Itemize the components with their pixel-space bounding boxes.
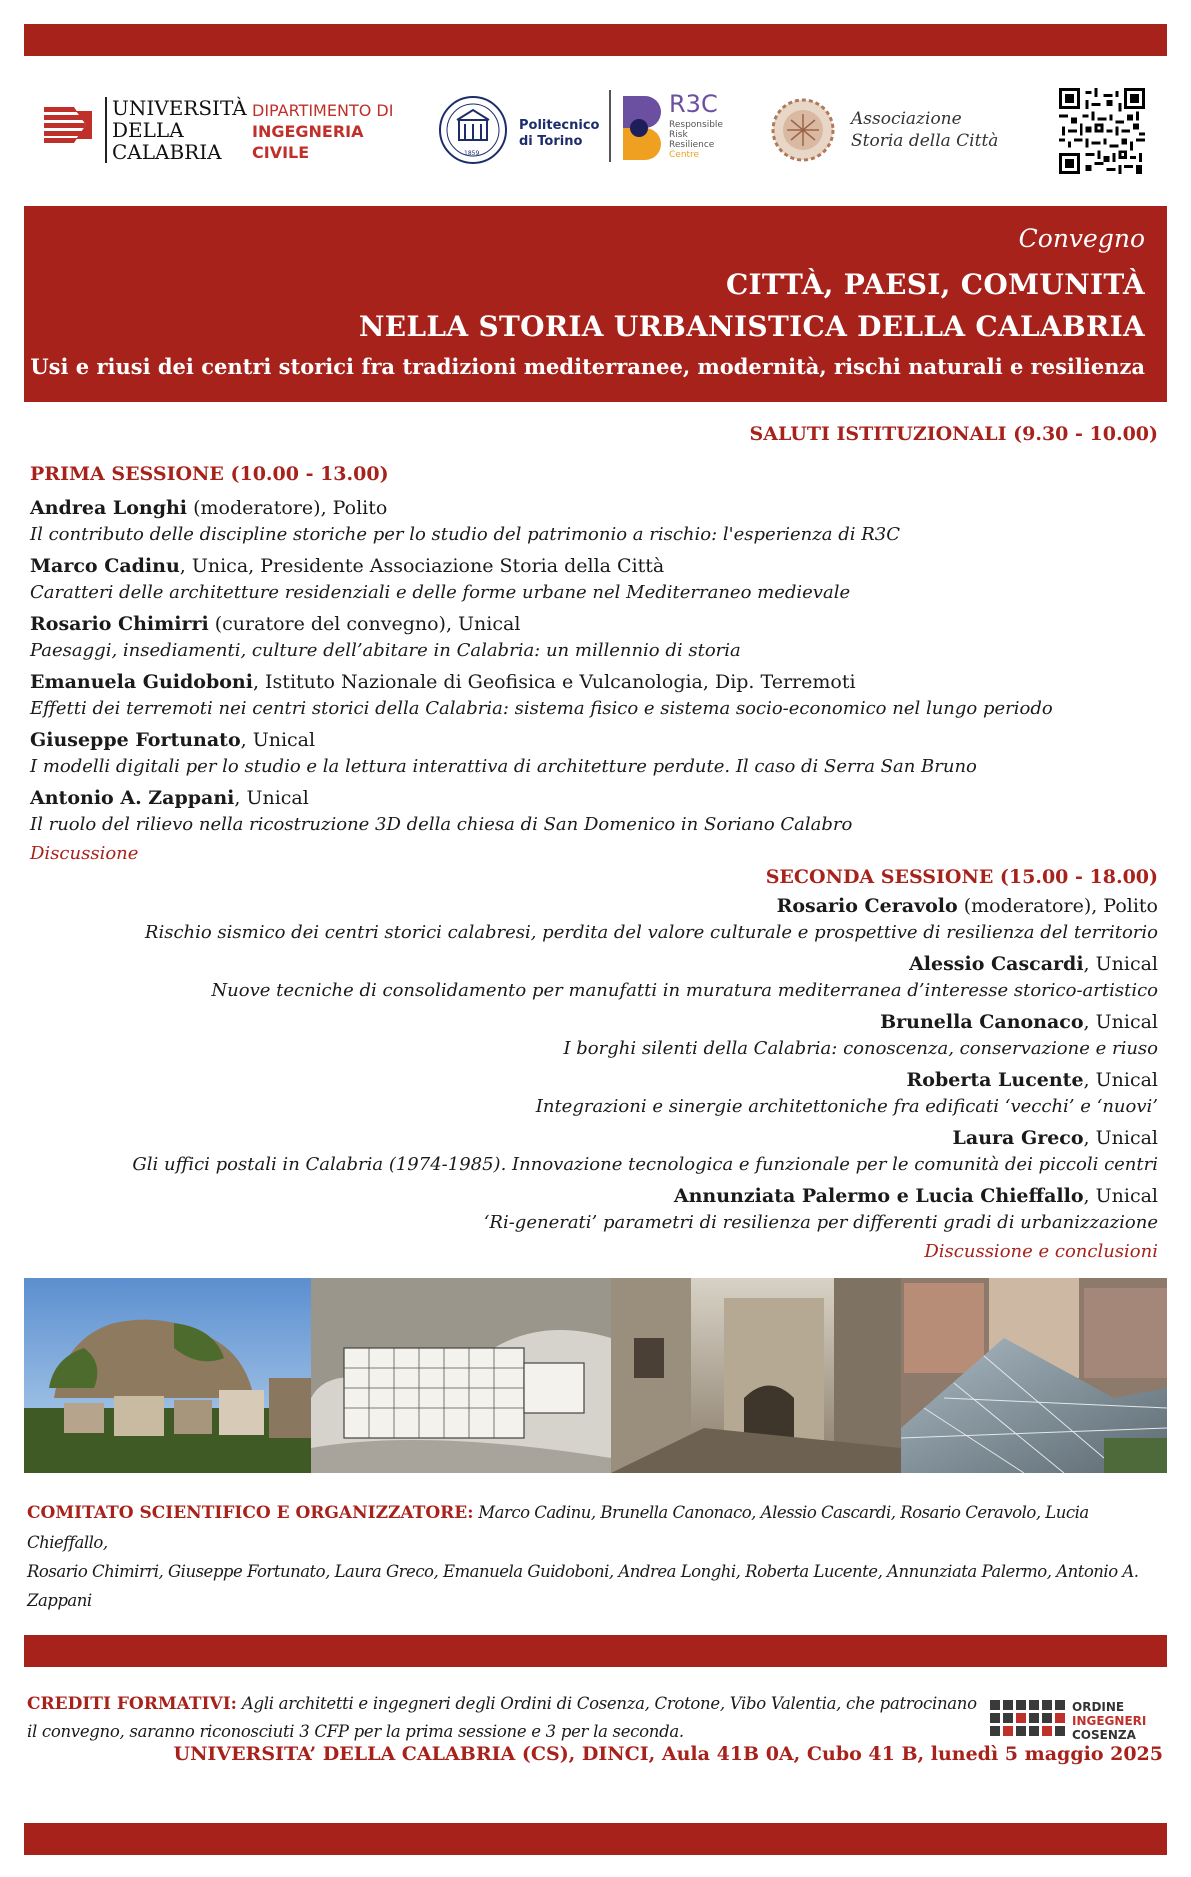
saluti-heading: SALUTI ISTITUZIONALI (9.30 - 10.00) xyxy=(749,423,1158,445)
talk-title: Gli uffici postali in Calabria (1974-1985). Innovazione tecnologica e funzionale per le comunità dei piccoli centri xyxy=(132,1154,1158,1175)
talk-item xyxy=(38,1183,1158,1235)
talk-item xyxy=(38,1009,1158,1061)
speaker-affiliation: , Unical xyxy=(240,729,316,751)
speaker-name: Giuseppe Fortunato xyxy=(30,729,241,751)
speaker-affiliation: , Unical xyxy=(1083,1011,1158,1033)
logo-row xyxy=(24,82,1167,182)
event-kind: Convegno xyxy=(1018,224,1145,253)
asc-map-seal-icon xyxy=(767,94,839,166)
qr-code[interactable] xyxy=(1059,88,1145,174)
committee-label: COMITATO SCIENTIFICO E ORGANIZZATORE: xyxy=(27,1503,474,1523)
unical-emblem-icon xyxy=(44,107,96,143)
talk-title: Paesaggi, insediamenti, culture dell’abitare in Calabria: un millennio di storia xyxy=(30,640,741,661)
r3c-name: R3C xyxy=(669,90,718,118)
speaker-affiliation: , Unical xyxy=(234,787,309,809)
r3c-logo xyxy=(609,90,739,170)
talk-item xyxy=(30,727,1150,779)
r3c-emblem-icon xyxy=(619,92,663,164)
unical-line2: DELLA xyxy=(112,118,184,142)
talk-title: Integrazioni e sinergie architettoniche fra edificati ‘vecchi’ e ‘nuovi’ xyxy=(535,1096,1158,1117)
speaker-name: Laura Greco xyxy=(952,1127,1084,1149)
ordine-line3: COSENZA xyxy=(1072,1728,1136,1742)
ordine-line1: ORDINE xyxy=(1072,1700,1125,1714)
speaker-name: Alessio Cascardi xyxy=(909,953,1084,975)
speaker-name: Marco Cadinu xyxy=(30,555,180,577)
speaker-affiliation: , Unical xyxy=(1083,1185,1158,1207)
title-line1: CITTÀ, PAESI, COMUNITÀ xyxy=(725,268,1145,301)
photo-strip xyxy=(24,1278,1167,1473)
talk-title: Effetti dei terremoti nei centri storici della Calabria: sistema fisico e sistema socio-economico nel lungo periodo xyxy=(30,698,1053,719)
unical-line3: CALABRIA xyxy=(112,140,222,164)
speaker-name: Rosario Ceravolo xyxy=(776,895,958,917)
speaker-affiliation: , Unical xyxy=(1083,1127,1158,1149)
speaker-affiliation: , Unica, Presidente Associazione Storia della Città xyxy=(179,555,665,577)
speaker-affiliation: (moderatore), Polito xyxy=(187,497,388,519)
bottom-red-bar xyxy=(24,1823,1167,1855)
session2-talks xyxy=(38,893,1158,1262)
venue-line: UNIVERSITA’ DELLA CALABRIA (CS), DINCI, Aula 41B 0A, Cubo 41 B, lunedì 5 maggio 2025 xyxy=(173,1743,1163,1765)
talk-item xyxy=(38,1067,1158,1119)
committee-block xyxy=(27,1498,1167,1615)
talk-title: Rischio sismico dei centri storici calabresi, perdita del valore culturale e prospettive di resilienza del territorio xyxy=(144,922,1158,943)
speaker-affiliation: , Unical xyxy=(1083,1069,1158,1091)
speaker-affiliation: (moderatore), Polito xyxy=(957,895,1158,917)
talk-title: ‘Ri-generati’ parametri di resilienza per differenti gradi di urbanizzazione xyxy=(483,1212,1158,1233)
ordine-grid-icon xyxy=(990,1700,1066,1744)
speaker-name: Annunziata Palermo e Lucia Chieffallo xyxy=(673,1185,1084,1207)
talk-item xyxy=(30,553,1150,605)
talk-title: I borghi silenti della Calabria: conoscenza, conservazione e riuso xyxy=(563,1038,1158,1059)
talk-item xyxy=(30,495,1150,547)
credits-block xyxy=(27,1690,977,1746)
dinci-line2: INGEGNERIA xyxy=(252,122,364,141)
credits-label: CREDITI FORMATIVI: xyxy=(27,1694,237,1714)
speaker-name: Antonio A. Zappani xyxy=(30,787,235,809)
r3c-line1: Responsible xyxy=(669,120,723,130)
session2-discussion: Discussione e conclusioni xyxy=(924,1241,1158,1262)
photo-old-alley xyxy=(611,1278,901,1473)
photo-hill-town xyxy=(24,1278,311,1473)
dinci-line1: DIPARTIMENTO DI xyxy=(252,101,394,120)
speaker-name: Andrea Longhi xyxy=(30,497,188,519)
r3c-line4: Centre xyxy=(669,150,700,160)
committee-members-2: Rosario Chimirri, Giuseppe Fortunato, Laura Greco, Emanuela Guidoboni, Andrea Longhi, Roberta Lucente, Annunziata Palermo, Antonio A. Zappani xyxy=(27,1562,1139,1610)
speaker-name: Brunella Canonaco xyxy=(880,1011,1084,1033)
r3c-line3: Resilience xyxy=(669,140,715,150)
session1-heading: PRIMA SESSIONE (10.00 - 13.00) xyxy=(30,463,389,485)
speaker-affiliation: , Istituto Nazionale di Geofisica e Vulcanologia, Dip. Terremoti xyxy=(252,671,856,693)
credits-text-1: Agli architetti e ingegneri degli Ordini di Cosenza, Crotone, Vibo Valentia, che patrocinano xyxy=(236,1694,977,1713)
dinci-logo xyxy=(252,100,393,163)
polito-line2: di Torino xyxy=(519,134,583,149)
talk-item xyxy=(38,951,1158,1003)
session1-discussion: Discussione xyxy=(30,843,139,864)
session1-talks xyxy=(30,495,1150,864)
unical-logo xyxy=(44,96,247,167)
talk-item xyxy=(30,785,1150,837)
talk-item xyxy=(30,611,1150,663)
polito-logo xyxy=(437,94,607,170)
ordine-ingegneri-logo xyxy=(990,1700,1170,1748)
asc-line1: Associazione xyxy=(851,109,962,129)
title-line2: NELLA STORIA URBANISTICA DELLA CALABRIA xyxy=(358,310,1145,343)
top-red-bar xyxy=(24,24,1167,56)
speaker-name: Rosario Chimirri xyxy=(30,613,209,635)
speaker-name: Emanuela Guidoboni xyxy=(30,671,253,693)
title-banner xyxy=(24,206,1167,402)
photo-historical-map xyxy=(311,1278,611,1473)
talk-title: Nuove tecniche di consolidamento per manufatti in muratura mediterranea d’interesse storico-artistico xyxy=(211,980,1158,1001)
subtitle: Usi e riusi dei centri storici fra tradizioni mediterranee, modernità, rischi naturali e resilienza xyxy=(30,354,1145,379)
talk-title: Il contributo delle discipline storiche per lo studio del patrimonio a rischio: l'esperienza di R3C xyxy=(30,524,900,545)
talk-title: I modelli digitali per lo studio e la lettura interattiva di architetture perdute. Il caso di Serra San Bruno xyxy=(30,756,977,777)
asc-logo xyxy=(767,94,1027,166)
middle-red-bar xyxy=(24,1635,1167,1667)
talk-title: Il ruolo del rilievo nella ricostruzione 3D della chiesa di San Domenico in Soriano Calabro xyxy=(30,814,853,835)
speaker-name: Roberta Lucente xyxy=(906,1069,1084,1091)
talk-item xyxy=(38,893,1158,945)
polito-line1: Politecnico xyxy=(519,118,600,133)
committee-members-1: Marco Cadinu, Brunella Canonaco, Alessio Cascardi, Rosario Ceravolo, Lucia Chieffallo, xyxy=(27,1503,1089,1552)
talk-item xyxy=(30,669,1150,721)
speaker-affiliation: (curatore del convegno), Unical xyxy=(208,613,521,635)
dinci-line3: CIVILE xyxy=(252,143,310,162)
speaker-affiliation: , Unical xyxy=(1083,953,1158,975)
polito-year: 1859 xyxy=(464,150,480,157)
session2-heading: SECONDA SESSIONE (15.00 - 18.00) xyxy=(765,866,1158,888)
photo-glass-roof xyxy=(901,1278,1167,1473)
talk-title: Caratteri delle architetture residenziali e delle forme urbane nel Mediterraneo medievale xyxy=(30,582,851,603)
asc-line2: Storia della Città xyxy=(851,131,999,151)
unical-line1: UNIVERSITÀ xyxy=(112,96,247,120)
r3c-line2: Risk xyxy=(669,130,688,140)
talk-item xyxy=(38,1125,1158,1177)
ordine-line2: INGEGNERI xyxy=(1072,1714,1147,1728)
credits-text-2: il convegno, saranno riconosciuti 3 CFP per la prima sessione e 3 per la seconda. xyxy=(27,1722,684,1741)
